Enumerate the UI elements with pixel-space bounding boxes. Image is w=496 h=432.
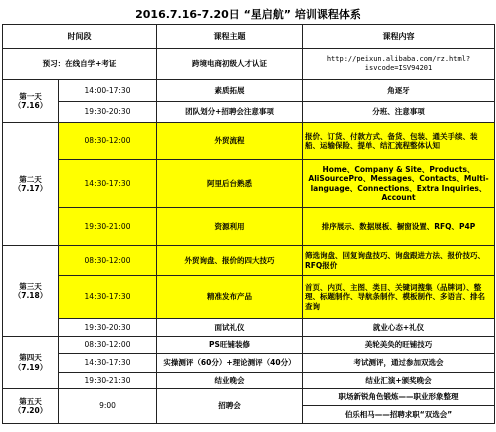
table-row — [3, 123, 495, 160]
row-topic: 外贸询盘、报价的四大技巧 — [157, 246, 303, 276]
row-content: Home、Company & Site、Products、AliSourcePro、Messages、Contacts、Multi-language、Connections、Extra Inquiries、Account — [303, 160, 495, 208]
table-row — [3, 354, 495, 373]
day-3-label: 第三天（7.18） — [3, 246, 59, 337]
row-time: 19:30-20:30 — [59, 102, 157, 123]
row-time: 14:00-17:30 — [59, 80, 157, 102]
row-time: 19:30-20:30 — [59, 319, 157, 337]
row-content: 伯乐相马——招聘求职“双选会” — [303, 406, 495, 424]
table-row — [3, 80, 495, 102]
row-topic: 素质拓展 — [157, 80, 303, 102]
table-row — [3, 276, 495, 319]
table-row — [3, 319, 495, 337]
preview-link[interactable]: http://peixun.alibaba.com/rz.html?isvcode=ISV94201 — [303, 49, 495, 80]
row-topic: 结业晚会 — [157, 373, 303, 389]
row-content: 就业心态+礼仪 — [303, 319, 495, 337]
table-row — [3, 102, 495, 123]
row-time: 14:30-17:30 — [59, 276, 157, 319]
table-row — [3, 337, 495, 354]
header-row — [3, 25, 495, 49]
row-content: 职场新锐角色锻炼——职业形象整理 — [303, 389, 495, 406]
table-row — [3, 208, 495, 246]
row-topic: PS旺铺装修 — [157, 337, 303, 354]
table-row — [3, 246, 495, 276]
row-time: 08:30-12:00 — [59, 246, 157, 276]
row-content: 美轮美奂的旺铺技巧 — [303, 337, 495, 354]
row-content: 排序展示、数据展板、橱窗设置、RFQ、P4P — [303, 208, 495, 246]
row-time: 08:30-12:00 — [59, 337, 157, 354]
row-time: 19:30-21:30 — [59, 373, 157, 389]
row-topic: 招聘会 — [157, 389, 303, 424]
row-topic: 精准发布产品 — [157, 276, 303, 319]
row-topic: 实操测评（60分）+理论测评（40分） — [157, 354, 303, 373]
row-time: 08:30-12:00 — [59, 123, 157, 160]
row-time: 19:30-21:00 — [59, 208, 157, 246]
page-title: 2016.7.16-7.20日 “星启航” 培训课程体系 — [135, 8, 361, 21]
table-row — [3, 373, 495, 389]
row-topic: 团队划分+招聘会注意事项 — [157, 102, 303, 123]
row-content: 筛选询盘、回复询盘技巧、询盘跟进方法、报价技巧、RFQ报价 — [303, 246, 495, 276]
table-row — [3, 160, 495, 208]
day-1-label: 第一天（7.16） — [3, 80, 59, 123]
preview-row — [3, 49, 495, 80]
preview-label: 预习：在线自学+考证 — [3, 49, 157, 80]
row-content: 结业汇演+颁奖晚会 — [303, 373, 495, 389]
row-topic: 阿里后台熟悉 — [157, 160, 303, 208]
row-time: 14:30-17:30 — [59, 354, 157, 373]
row-content: 考试测评，通过参加双选会 — [303, 354, 495, 373]
row-topic: 面试礼仪 — [157, 319, 303, 337]
row-content: 报价、订货、付款方式、备货、包装、通关手续、装船、运输保险、提单、结汇流程整体认知 — [303, 123, 495, 160]
day-4-label: 第四天（7.19） — [3, 337, 59, 389]
header-content: 课程内容 — [303, 25, 495, 49]
row-topic: 外贸流程 — [157, 123, 303, 160]
row-topic: 资源利用 — [157, 208, 303, 246]
table-row — [3, 389, 495, 406]
row-time: 9:00 — [59, 389, 157, 424]
day-2-label: 第二天（7.17） — [3, 123, 59, 246]
row-time: 14:30-17:30 — [59, 160, 157, 208]
header-period: 时间段 — [3, 25, 157, 49]
day-5-label: 第五天（7.20） — [3, 389, 59, 424]
row-content: 角逐牙 — [303, 80, 495, 102]
row-content: 首页、内页、主图、类目、关键词搜集（品牌词）、整理、标题制作、导航条制作、模板制作、多语言、排名查询 — [303, 276, 495, 319]
schedule-table — [2, 24, 495, 424]
row-content: 分班、注意事项 — [303, 102, 495, 123]
preview-topic: 跨境电商初级人才认证 — [157, 49, 303, 80]
header-topic: 课程主题 — [157, 25, 303, 49]
